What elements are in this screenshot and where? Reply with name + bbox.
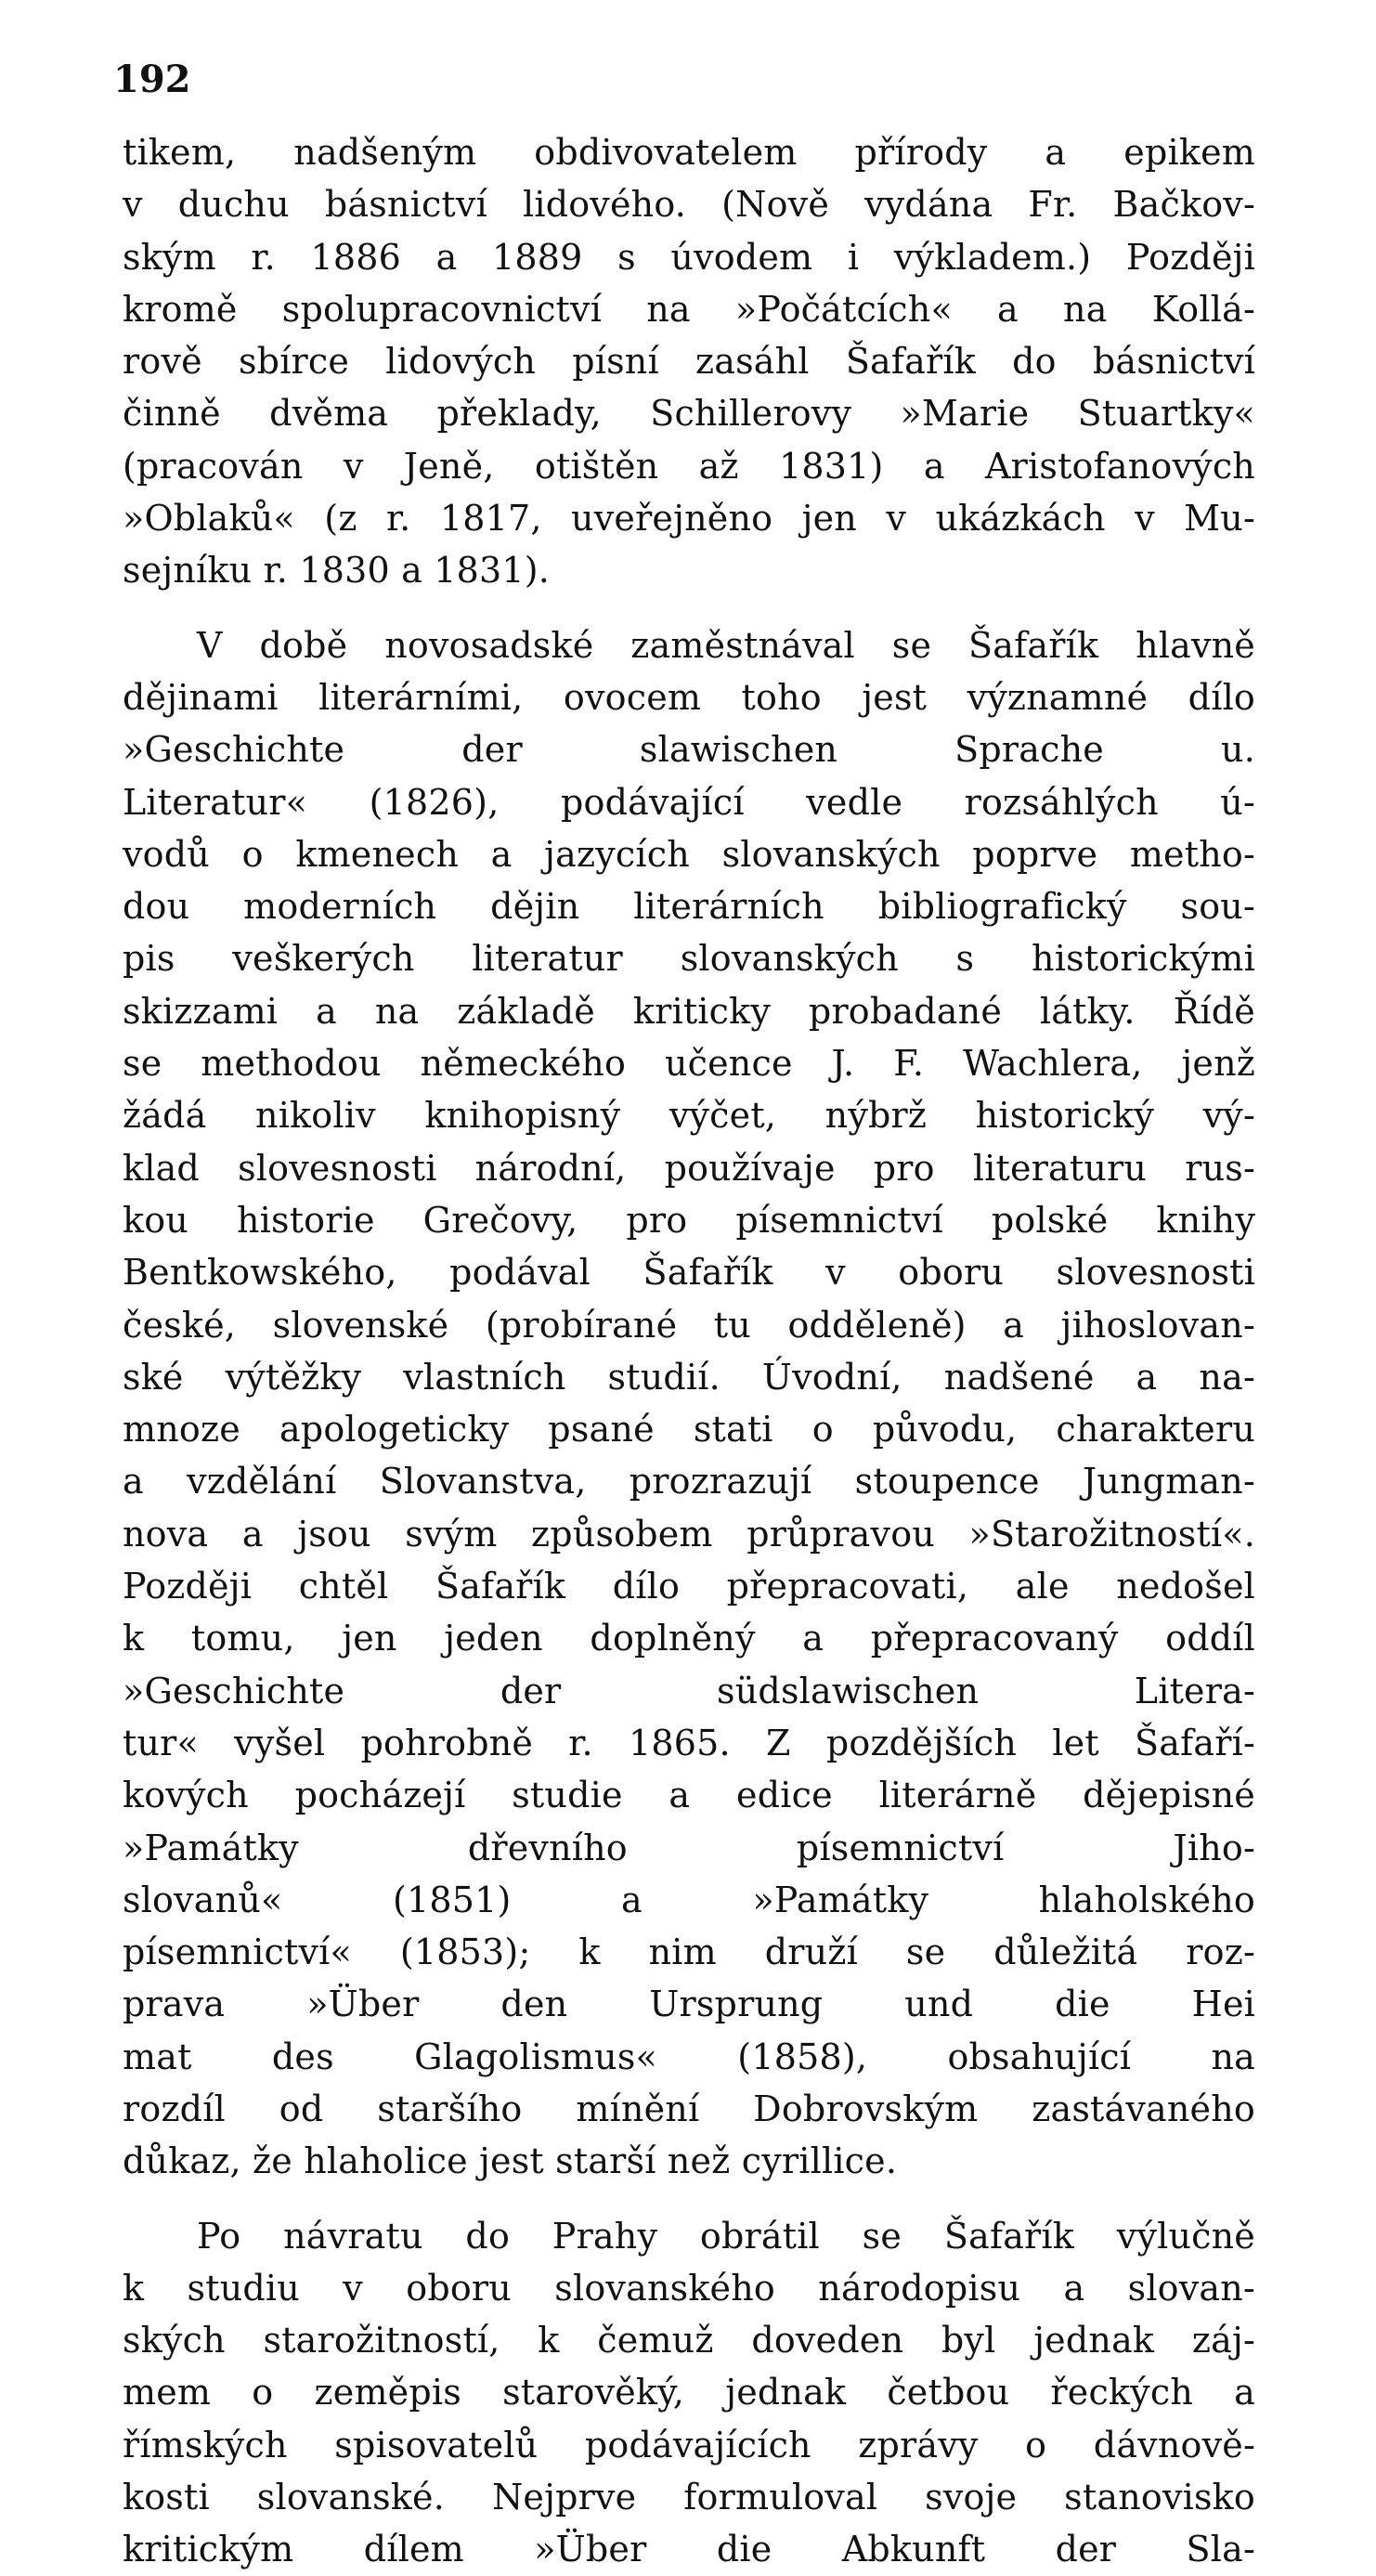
text-line: tikem, nadšeným obdivovatelem přírody a epikem [123,132,1255,173]
text-line: římských spisovatelů podávajících zprávy o dávnově- [123,2424,1255,2465]
text-line: kou historie Grečovy, pro písemnictví polské knihy [123,1199,1255,1241]
text-line: rozdíl od staršího mínění Dobrovským zastávaného [123,2088,1255,2129]
text-line: ských starožitností, k čemuž doveden byl jednak záj- [123,2320,1255,2361]
text-line: »Oblaků« (z r. 1817, uveřejněno jen v ukázkách v Mu- [123,498,1255,540]
page-number: 192 [113,58,191,101]
text-line: české, slovenské (probírané tu odděleně) a jihoslovan- [123,1304,1255,1346]
text-line: klad slovesnosti národní, používaje pro literaturu rus- [123,1147,1255,1189]
text-line: Literatur« (1826), podávající vedle rozsáhlých ú- [123,781,1255,823]
text-line: a vzdělání Slovanstva, prozrazují stoupence Jungman- [123,1461,1255,1503]
text-line: kritickým dílem »Über die Abkunft der Sla- [123,2529,1255,2570]
text-line: V době novosadské zaměstnával se Šafařík hlavně [197,624,1255,666]
text-line: mnoze apologeticky psané stati o původu, charakteru [123,1409,1255,1451]
text-line: mem o zeměpis starověký, jednak četbou řeckých a [123,2372,1255,2413]
text-line: v duchu básnictví lidového. (Nově vydána Fr. Bačkov- [123,184,1255,226]
text-line: Bentkowského, podával Šafařík v oboru slovesnosti [123,1252,1255,1294]
body-text [123,126,1255,2576]
text-line: kových pocházejí studie a edice literárně dějepisné [123,1775,1255,1816]
text-line: kromě spolupracovnictví na »Počátcích« a na Kollá- [123,288,1255,330]
text-line: pis veškerých literatur slovanských s historickými [123,938,1255,980]
text-line: k studiu v oboru slovanského národopisu a slovan- [123,2267,1255,2309]
paragraph-3 [123,2210,1255,2576]
text-line: sejníku r. 1830 a 1831). [123,550,551,592]
text-line: ské výtěžky vlastních studií. Úvodní, nadšené a na- [123,1356,1255,1398]
text-line: žádá nikoliv knihopisný výčet, nýbrž historický vý- [123,1095,1255,1137]
text-line: nova a jsou svým způsobem průpravou »Starožitností«. [123,1513,1255,1555]
paragraph-1 [123,126,1255,597]
text-line: (pracován v Jeně, otištěn až 1831) a Aristofanových [123,445,1255,487]
text-line: se methodou německého učence J. F. Wachlera, jenž [123,1043,1255,1085]
text-line: slovanů« (1851) a »Památky hlaholského [123,1879,1255,1920]
text-line: písemnictví« (1853); k nim druží se důležitá roz- [123,1932,1255,1973]
text-line: mat des Glagolismus« (1858), obsahující na [123,2036,1255,2077]
text-line: kosti slovanské. Nejprve formuloval svoje stanovisko [123,2477,1255,2518]
text-line: činně dvěma překlady, Schillerovy »Marie Stuartky« [123,393,1255,435]
text-line: vodů o kmenech a jazycích slovanských poprve metho- [123,833,1255,875]
text-line: »Geschichte der südslawischen Litera- [123,1670,1255,1711]
text-line: »Památky dřevního písemnictví Jiho- [123,1827,1255,1868]
text-line: tur« vyšel pohrobně r. 1865. Z pozdějších let Šafaří- [123,1722,1255,1763]
text-line: k tomu, jen jeden doplněný a přepracovaný oddíl [123,1618,1255,1659]
text-line: prava »Über den Ursprung und die Hei [123,1984,1255,2025]
text-line: dějinami literárními, ovocem toho jest významné dílo [123,676,1255,718]
text-line: dou moderních dějin literárních bibliografický sou- [123,886,1255,928]
text-line: »Geschichte der slawischen Sprache u. [123,729,1255,771]
text-line: ským r. 1886 a 1889 s úvodem i výkladem.) Později [123,236,1255,278]
paragraph-gap [123,2188,1255,2210]
paragraph-2 [123,619,1255,2188]
text-line: důkaz, že hlaholice jest starší než cyrillice. [123,2140,898,2182]
paragraph-gap [123,597,1255,619]
text-line: Po návratu do Prahy obrátil se Šafařík výlučně [197,2215,1255,2257]
text-line: rově sbírce lidových písní zasáhl Šafařík do básnictví [123,341,1255,383]
text-line: skizzami a na základě kriticky probadané látky. Řídě [123,990,1255,1032]
text-line: Později chtěl Šafařík dílo přepracovati, ale nedošel [123,1566,1255,1607]
